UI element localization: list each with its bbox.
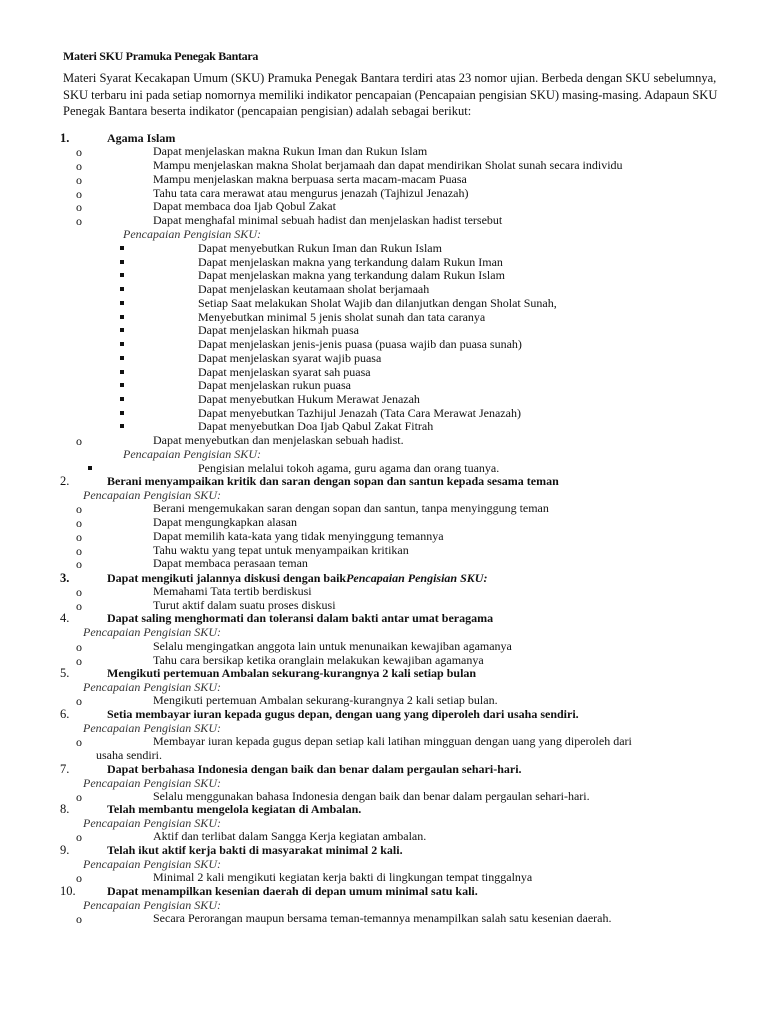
pencapaian-label: Pencapaian Pengisian SKU: [83,816,221,830]
pencapaian-label: Pencapaian Pengisian SKU: [83,721,221,735]
intro-paragraph: Materi Syarat Kecakapan Umum (SKU) Pramuka Penegak Bantara terdiri atas 23 nomor ujian. Berbeda dengan SKU sebelumnya, SKU terbaru ini pada setiap nomornya memiliki indikator pencapaian (Pencapaian pengisian SKU) masing-masing. Adapaun SKU Penegak Bantara beserta indikator (pencapaian pengisian) adalah sebagai berikut: [63,71,718,119]
section-heading: Setia membayar iuran kepada gugus depan, dengan uang yang diperoleh dari usaha sendiri. [107,707,579,721]
section-heading: Telah membantu mengelola kegiatan di Ambalan. [107,802,362,816]
list-item: Dapat menjelaskan makna Rukun Iman dan Rukun Islam [153,144,428,158]
square-bullet-icon [88,466,92,470]
pencapaian-label: Pencapaian Pengisian SKU: [83,488,221,502]
circle-bullet-icon: o [76,214,82,228]
pencapaian-label: Pencapaian Pengisian SKU: [83,776,221,790]
circle-bullet-icon: o [76,694,82,708]
section-number: 8. [60,802,70,816]
sub-list-item: Dapat menjelaskan syarat sah puasa [198,365,371,379]
list-item: Dapat menyebutkan dan menjelaskan sebuah hadist. [153,433,404,447]
circle-bullet-icon: o [76,502,82,516]
section-number: 1. [60,131,70,145]
section-number: 3. [60,571,70,585]
list-item: Dapat mengungkapkan alasan [153,515,297,529]
list-item: Dapat menghafal minimal sebuah hadist dan menjelaskan hadist tersebut [153,213,503,227]
list-item: Minimal 2 kali mengikuti kegiatan kerja bakti di lingkungan tempat tinggalnya [153,870,533,884]
sub-list-item: Dapat menjelaskan makna yang terkandung dalam Rukun Iman [198,255,503,269]
square-bullet-icon [120,397,124,401]
square-bullet-icon [120,301,124,305]
sub-list-item: Dapat menjelaskan keutamaan sholat berjamaah [198,282,430,296]
list-item: Dapat memilih kata-kata yang tidak menyinggung temannya [153,529,444,543]
sub-list-item: Dapat menjelaskan makna yang terkandung dalam Rukun Islam [198,268,505,282]
sub-list-item: Dapat menyebutkan Tazhijul Jenazah (Tata Cara Merawat Jenazah) [198,406,521,420]
square-bullet-icon [120,260,124,264]
pencapaian-inline-label: Pencapaian Pengisian SKU: [346,571,488,585]
circle-bullet-icon: o [76,544,82,558]
section-heading: Dapat menampilkan kesenian daerah di depan umum minimal satu kali. [107,884,478,898]
section-heading: Mengikuti pertemuan Ambalan sekurang-kurangnya 2 kali setiap bulan [107,666,477,680]
pencapaian-label: Pencapaian Pengisian SKU: [123,447,261,461]
circle-bullet-icon: o [76,790,82,804]
sub-list-item: Dapat menyebutkan Doa Ijab Qabul Zakat Fitrah [198,419,434,433]
sub-list-item: Dapat menyebutkan Hukum Merawat Jenazah [198,392,420,406]
section-heading [107,571,487,585]
circle-bullet-icon: o [76,830,82,844]
square-bullet-icon [120,273,124,277]
list-item: Tahu tata cara merawat atau mengurus jenazah (Tajhizul Jenazah) [153,186,469,200]
square-bullet-icon [120,356,124,360]
section-number: 2. [60,474,70,488]
list-item: Memahami Tata tertib berdiskusi [153,584,312,598]
circle-bullet-icon: o [76,187,82,201]
circle-bullet-icon: o [76,173,82,187]
sub-list-item: Setiap Saat melakukan Sholat Wajib dan dilanjutkan dengan Sholat Sunah, [198,296,557,310]
sub-list-item: Dapat menjelaskan hikmah puasa [198,323,359,337]
circle-bullet-icon: o [76,159,82,173]
section-heading: Berani menyampaikan kritik dan saran dengan sopan dan santun kepada sesama teman [107,474,559,488]
sub-list-item: Dapat menjelaskan rukun puasa [198,378,351,392]
section-heading-text: Dapat mengikuti jalannya diskusi dengan baik [107,571,347,585]
section-heading: Dapat berbahasa Indonesia dengan baik dan benar dalam pergaulan sehari-hari. [107,762,522,776]
circle-bullet-icon: o [76,434,82,448]
circle-bullet-icon: o [76,735,82,749]
pencapaian-label: Pencapaian Pengisian SKU: [83,680,221,694]
list-item: Selalu mengingatkan anggota lain untuk menunaikan kewajiban agamanya [153,639,512,653]
pencapaian-label: Pencapaian Pengisian SKU: [83,898,221,912]
circle-bullet-icon: o [76,516,82,530]
circle-bullet-icon: o [76,654,82,668]
list-item: Secara Perorangan maupun bersama teman-temannya menampilkan salah satu kesenian daerah. [153,911,612,925]
sub-list-item: Pengisian melalui tokoh agama, guru agama dan orang tuanya. [198,461,500,475]
list-item: Mengikuti pertemuan Ambalan sekurang-kurangnya 2 kali setiap bulan. [153,693,498,707]
square-bullet-icon [120,287,124,291]
document-title: Materi SKU Pramuka Penegak Bantara [63,49,259,63]
list-item: Mampu menjelaskan makna berpuasa serta macam-macam Puasa [153,172,467,186]
section-heading: Agama Islam [107,131,176,145]
list-item: Selalu menggunakan bahasa Indonesia dengan baik dan benar dalam pergaulan sehari-hari. [153,789,590,803]
square-bullet-icon [120,424,124,428]
section-number: 7. [60,762,70,776]
list-item: Tahu cara bersikap ketika oranglain melakukan kewajiban agamanya [153,653,484,667]
section-number: 9. [60,843,70,857]
square-bullet-icon [120,370,124,374]
pencapaian-label: Pencapaian Pengisian SKU: [123,227,261,241]
square-bullet-icon [120,315,124,319]
circle-bullet-icon: o [76,200,82,214]
list-item: Turut aktif dalam suatu proses diskusi [153,598,336,612]
circle-bullet-icon: o [76,585,82,599]
square-bullet-icon [120,246,124,250]
section-heading: Telah ikut aktif kerja bakti di masyarakat minimal 2 kali. [107,843,403,857]
list-item: Berani mengemukakan saran dengan sopan dan santun, tanpa menyinggung teman [153,501,549,515]
square-bullet-icon [120,411,124,415]
section-heading: Dapat saling menghormati dan toleransi dalam bakti antar umat beragama [107,611,494,625]
square-bullet-icon [120,383,124,387]
sub-list-item: Dapat menyebutkan Rukun Iman dan Rukun Islam [198,241,442,255]
list-item: Dapat membaca perasaan teman [153,556,308,570]
circle-bullet-icon: o [76,871,82,885]
pencapaian-label: Pencapaian Pengisian SKU: [83,857,221,871]
section-number: 10. [60,884,76,898]
list-item: Mampu menjelaskan makna Sholat berjamaah dan dapat mendirikan Sholat sunah secara individu [153,158,623,172]
circle-bullet-icon: o [76,530,82,544]
square-bullet-icon [120,328,124,332]
list-item: Aktif dan terlibat dalam Sangga Kerja kegiatan ambalan. [153,829,427,843]
circle-bullet-icon: o [76,557,82,571]
list-item: Dapat membaca doa Ijab Qobul Zakat [153,199,336,213]
sub-list-item: Menyebutkan minimal 5 jenis sholat sunah dan tata caranya [198,310,486,324]
list-item: Membayar iuran kepada gugus depan setiap kali latihan mingguan dengan uang yang diperoleh dari [153,734,632,748]
circle-bullet-icon: o [76,640,82,654]
pencapaian-label: Pencapaian Pengisian SKU: [83,625,221,639]
circle-bullet-icon: o [76,145,82,159]
list-item-continuation: usaha sendiri. [96,748,162,762]
circle-bullet-icon: o [76,599,82,613]
section-number: 6. [60,707,70,721]
list-item: Tahu waktu yang tepat untuk menyampaikan kritikan [153,543,409,557]
sub-list-item: Dapat menjelaskan jenis-jenis puasa (puasa wajib dan puasa sunah) [198,337,522,351]
square-bullet-icon [120,342,124,346]
section-number: 5. [60,666,70,680]
circle-bullet-icon: o [76,912,82,926]
section-number: 4. [60,611,70,625]
sub-list-item: Dapat menjelaskan syarat wajib puasa [198,351,382,365]
